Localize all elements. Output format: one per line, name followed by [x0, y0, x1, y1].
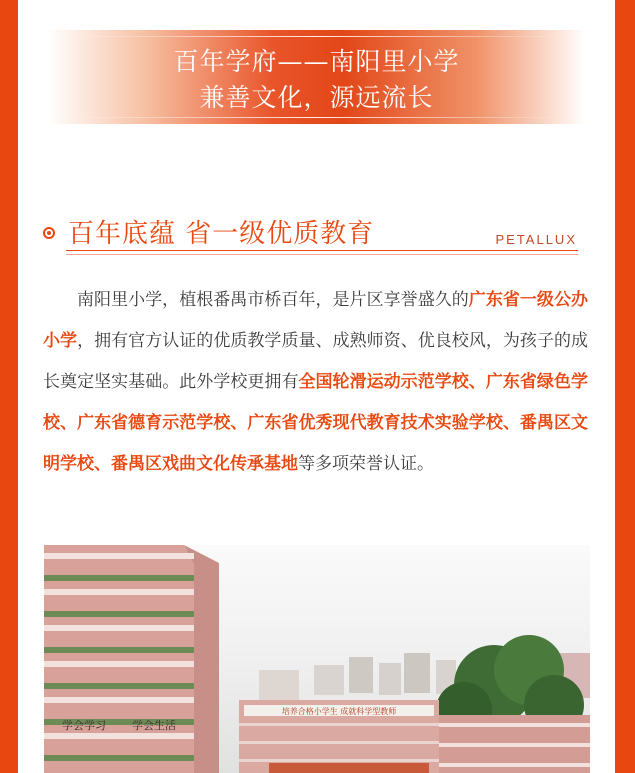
- paragraph-text: 等多项荣誉认证。: [298, 454, 434, 474]
- title-banner: [48, 30, 585, 124]
- banner-top-line: [48, 36, 585, 37]
- banner-bottom-line: [48, 117, 585, 118]
- section-title: 百年底蕴 省一级优质教育: [68, 219, 375, 249]
- paragraph-text: 南阳里小学，植根番禺市桥百年，是片区享誉盛久的: [77, 290, 469, 310]
- intro-paragraph: [43, 280, 588, 485]
- campus-photo-image: [44, 545, 590, 773]
- photo-wall-text-2: 学会生活: [132, 719, 176, 732]
- section-rule-thin: [66, 254, 578, 255]
- bullet-circle-icon: [43, 227, 55, 239]
- section-rule: [66, 250, 578, 251]
- paragraph-text: ，拥有官方认证的优质教学质量、成熟师资、优良校风，为孩子的成长奠定坚实基础。此外学校更拥有: [43, 331, 589, 392]
- banner-title: 百年学府——南阳里小学: [173, 47, 460, 76]
- photo-wall-text-1: 学会学习: [62, 719, 106, 732]
- highlight-text: 广东省一级公办小学: [43, 290, 589, 351]
- highlight-text: 全国轮滑运动示范学校、广东省绿色学校、广东省德育示范学校、广东省优秀现代教育技术实验学校、番禺区文明学校、番禺区戏曲文化传承基地: [43, 372, 588, 474]
- section-brand: PETALLUX: [495, 232, 577, 247]
- banner-subtitle: 兼善文化，源远流长: [199, 83, 434, 112]
- campus-photo: [44, 545, 590, 773]
- photo-banner-text: 培养合格小学生 成就科学型教师: [281, 707, 397, 716]
- page: [18, 0, 615, 773]
